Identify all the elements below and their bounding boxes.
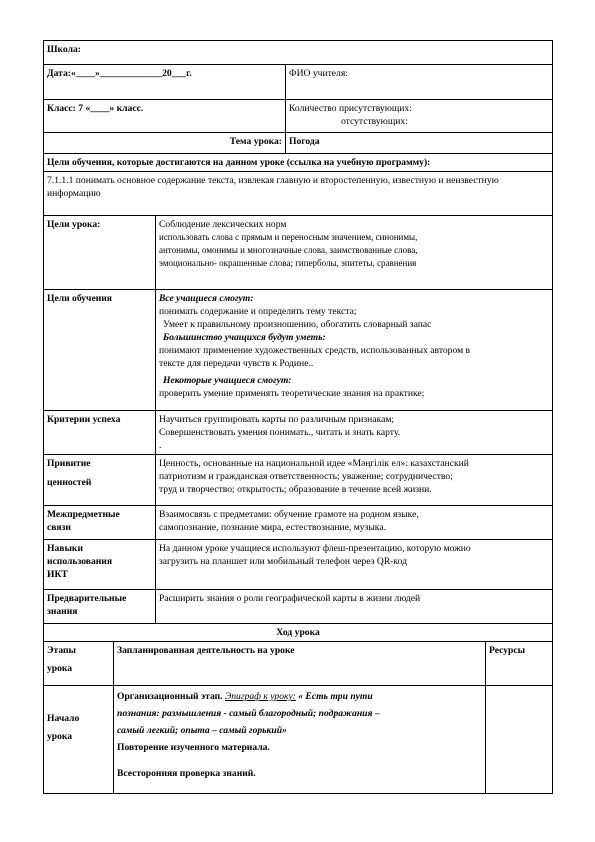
criteria-row (44, 411, 553, 455)
org-stage: Организационный этап. (117, 691, 223, 702)
date-teacher-row (44, 65, 553, 100)
criteria-label: Критерии успеха (44, 411, 156, 455)
topic-label: Тема урока: (44, 133, 286, 154)
attendance-absent: отсутствующих: (341, 116, 408, 127)
attendance-present: Количество присутствующих: (289, 103, 412, 114)
review-text: Повторение изученного материала. (117, 742, 270, 753)
stage-start-resources (486, 686, 553, 794)
values-line: труд и творчество; открытость; образование в течение всей жизни. (159, 484, 432, 495)
interdisciplinary-row (44, 506, 553, 540)
most-students-heading: Большинство учащихся будут уметь: (163, 332, 326, 343)
attendance-cell (286, 100, 553, 133)
school-label: Школа: (44, 41, 553, 65)
learning-goal-line: понимают применение художественных средств, использованных автором в (159, 345, 471, 356)
stage-start: Начало урока (44, 686, 114, 794)
col-resources-header: Ресурсы (486, 642, 553, 686)
learning-goal-line: тексте для передачи чувств к Родине.. (159, 358, 314, 369)
values-line: Ценность, основанные на национальной идее «Мәңгілік ел»: казахстанский (159, 458, 469, 469)
all-students-heading: Все учащиеся смогут: (159, 293, 254, 304)
learning-goals-row (44, 290, 553, 411)
lesson-plan-table (43, 40, 553, 794)
ict-line: На данном уроке учащиеся используют флеш-презентацию, которую можно (159, 543, 471, 554)
ict-row (44, 540, 553, 590)
values-row (44, 455, 553, 506)
col-activity-header: Запланированная деятельность на уроке (114, 642, 486, 686)
goals-text-row (44, 172, 553, 216)
lesson-goals-label: Цели урока: (44, 216, 156, 290)
values-cell (156, 455, 553, 506)
epigraph-text: « Есть три пути (298, 691, 373, 702)
learning-goal-line: понимать содержание и определять тему текста; (159, 306, 357, 317)
goals-heading: Цели обучения, которые достигаются на данном уроке (ссылка на учебную программу): (44, 154, 553, 172)
ict-cell (156, 540, 553, 590)
col-stages-header: Этапы урока (44, 642, 114, 686)
criteria-cell (156, 411, 553, 455)
lesson-goals-cell (156, 216, 553, 290)
learning-goal-line: Умеет к правильному произношению, обогатить словарный запас (163, 319, 432, 330)
stage-start-activity (114, 686, 486, 794)
epigraph-label: Эпиграф к уроку: (224, 691, 296, 702)
some-students-heading: Некоторые учащиеся смогут: (163, 375, 292, 386)
learning-goal-line: проверить умение применять теоретические знания на практике; (159, 388, 425, 399)
interdisciplinary-label: Межпредметные связи (44, 506, 156, 540)
epigraph-text: познания: размышления - самый благородный; подражания – (117, 708, 380, 719)
lesson-goals-line: антонимы, омонимы и многозначные слова, заимствованные слова, (159, 245, 418, 255)
ict-label: Навыки использования ИКТ (44, 540, 156, 590)
ict-line: загрузить на планшет или мобильный телефон через QR-код (159, 556, 407, 567)
goals-text: 7.1.1.1 понимать основное содержание текста, извлекая главную и второстепенную, известную и неизвестную информацию (44, 172, 553, 216)
values-label: Привитие ценностей (44, 455, 156, 506)
class-row (44, 100, 553, 133)
interdisciplinary-line: самопознание, познание мира, естествознание, музыка. (159, 522, 386, 533)
values-line: патриотизм и гражданская ответственность; уважение; сотрудничество; (159, 471, 453, 482)
prior-label: Предварительные знания (44, 590, 156, 624)
prior-text: Расширить знания о роли географической карты в жизни людей (156, 590, 553, 624)
learning-goals-cell (156, 290, 553, 411)
plan-heading: Ход урока (44, 624, 553, 642)
teacher-label: ФИО учителя: (286, 65, 553, 100)
goals-heading-row (44, 154, 553, 172)
lesson-goals-title: Соблюдение лексических норм (159, 219, 287, 230)
school-row (44, 41, 553, 65)
prior-row (44, 590, 553, 624)
check-text: Всесторонняя проверка знаний. (117, 768, 256, 779)
lesson-goals-row (44, 216, 553, 290)
criteria-line: Совершенствовать умения понимать., читать и знать карту. (159, 427, 401, 438)
plan-heading-row (44, 624, 553, 642)
lesson-goals-line: эмоционально- окрашенные слова; гиперболы, эпитеты, сравнения (159, 258, 417, 268)
class-label: Класс: 7 «____» класс. (44, 100, 286, 133)
interdisciplinary-line: Взаимосвязь с предметами: обучение грамоте на родном языке, (159, 509, 419, 520)
lesson-start-row (44, 686, 553, 794)
plan-columns-row (44, 642, 553, 686)
learning-goals-label: Цели обучения (44, 290, 156, 411)
date-label: Дата:«____»_____________20___г. (44, 65, 286, 100)
criteria-line: Научиться группировать карты по различным признакам; (159, 414, 395, 425)
interdisciplinary-cell (156, 506, 553, 540)
lesson-goals-line: использовать слова с прямым и переносным значением, синонимы, (159, 232, 418, 242)
criteria-line: . (159, 440, 162, 451)
epigraph-text: самый легкий; опыта – самый горький» (117, 725, 287, 736)
topic-value: Погода (286, 133, 553, 154)
topic-row (44, 133, 553, 154)
